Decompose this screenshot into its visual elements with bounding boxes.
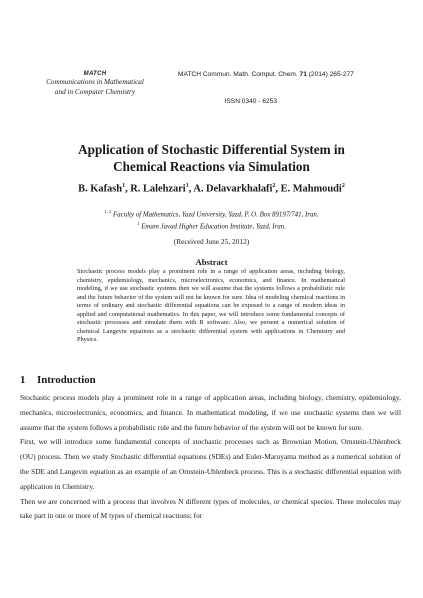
affiliation-mark: 1 xyxy=(137,221,140,227)
journal-citation xyxy=(178,71,354,78)
author-affil-mark: 1 xyxy=(185,183,189,189)
citation-suffix: (2014) 265-277 xyxy=(308,71,354,78)
citation-prefix: MATCH Commun. Math. Comput. Chem. xyxy=(178,71,298,78)
author-affil-mark: 2 xyxy=(341,183,345,189)
author-name: E. Mahmoudi xyxy=(280,183,342,195)
author-list xyxy=(40,183,383,194)
journal-issn: ISSN 0340 - 6253 xyxy=(224,98,277,105)
section-heading xyxy=(20,374,96,386)
paper-title xyxy=(40,141,383,175)
body-paragraph: Then we are concerned with a process that involves N different types of molecules, or chemical species. These molecules may take part in one or more of M types of chemical reactions; for xyxy=(20,496,401,521)
author-separator: , xyxy=(125,183,131,195)
title-line-1: Application of Stochastic Differential System in xyxy=(78,142,345,157)
author-name: B. Kafash xyxy=(78,183,123,195)
journal-series-line-2: and in Computer Chemistry xyxy=(54,87,136,96)
author-affil-mark: 2 xyxy=(272,183,276,189)
citation-volume: 71 xyxy=(299,71,307,78)
title-line-2: Chemical Reactions via Simulation xyxy=(113,159,310,174)
abstract-text: Stochastic process models play a prominent role in a range of application areas, including biology, chemistry, epidemiology, mechanics, microelectronics, economics, and finance. In mathematical modeling, if we use stochastic systems then we will assume that the systems follows a probabilistic rule and the future behavior of the system will not be known for sure. Idea of modeling chemical reactions in terms of ordinary and stochastic differential equations can be exposed to a range of modern ideas in applied and computational mathematics. In this paper, we will introduce some fundamental concepts of stochastic processes and simulate them with R software. Also, we persent a numerical solution of chemical Langevin equations as a stochastic differential system with applications in Chemistry and Physics. xyxy=(77,268,345,343)
section-body xyxy=(20,391,401,524)
journal-series-line-1: Communications in Mathematical xyxy=(46,78,144,86)
author-affil-mark: 1 xyxy=(122,183,126,189)
author-name: A. Delavarkhalafi xyxy=(193,183,273,195)
affiliation-mark: 1, 2 xyxy=(104,209,112,214)
affiliations xyxy=(40,208,383,232)
affiliation-text: Emam Javad Higher Education Institute, Yazd, Iran. xyxy=(141,223,286,231)
journal-branding xyxy=(20,70,170,97)
body-paragraph: Stochastic process models play a prominent role in a range of application areas, including biology, chemistry, epidemiology, mechanics, microelectronics, economics, and finance. In mathematical modeling, if we use stochastic systems then we will assume that the system follows a probabilistic rule and the future behavior of the system will not be known for sure. xyxy=(20,393,401,432)
abstract-heading: Abstract xyxy=(195,257,228,267)
section-title: Introduction xyxy=(37,374,96,386)
affiliation-line xyxy=(40,208,383,220)
journal-logo: MATCH xyxy=(83,71,107,77)
received-date: (Received June 25, 2012) xyxy=(173,237,250,246)
affiliation-text: Faculty of Mathematics, Yazd University, Yazd, P. O. Box 89197/741, Iran. xyxy=(113,211,319,219)
affiliation-line xyxy=(40,220,383,232)
author-name: R. Lalehzari xyxy=(130,183,186,195)
author-separator: , xyxy=(275,183,281,195)
author-separator: , xyxy=(188,183,194,195)
body-paragraph: First, we will introduce some fundamental concepts of stochastic processes such as Brownian Motion, Ornstein-Uhlenbeck (OU) process. Then we study Stochastic differential equations (SDEs) and Euler-Maruyama method as a numerical solution of the SDE and Langevin equation as an example of an Ornstein-Uhlenbeck process. This is a stochastic differential equation with application in Chemistry. xyxy=(20,437,401,491)
section-number: 1 xyxy=(20,374,26,386)
